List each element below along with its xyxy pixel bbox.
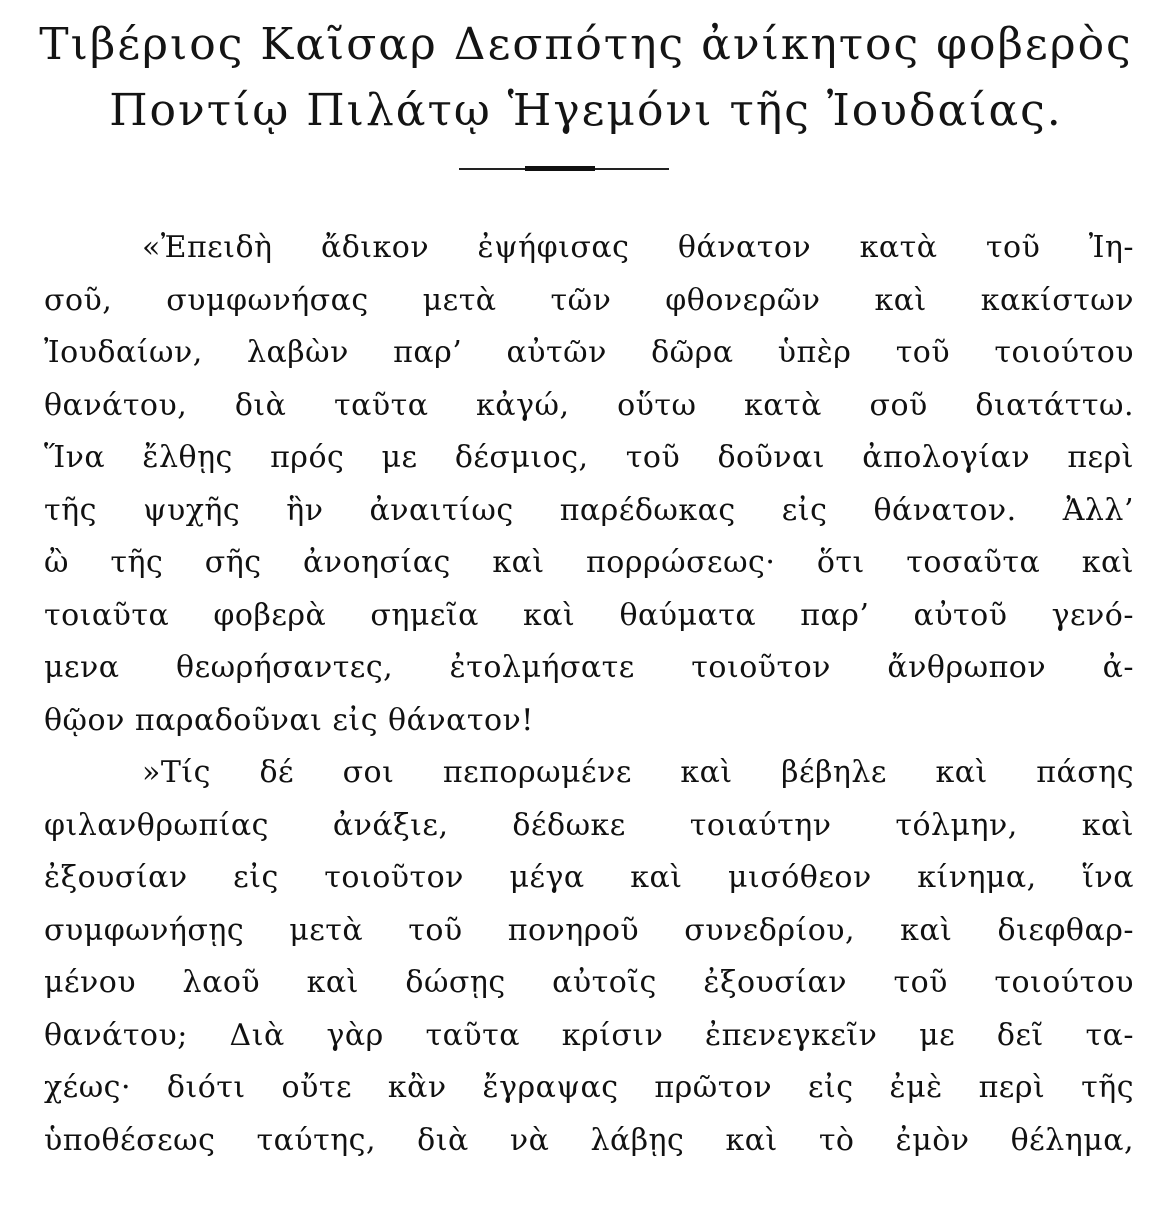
text-line: χέως· διότι οὔτε κἂν ἔγραψας πρῶτον εἰς ἐμὲ περὶ τῆς xyxy=(44,1070,1134,1105)
text-line: ὑποθέσεως ταύτης, διὰ νὰ λάβῃς καὶ τὸ ἐμὸν θέλημα, xyxy=(44,1122,1134,1158)
text-line: φιλανθρωπίας ἀνάξιε, δέδωκε τοιαύτην τόλμην, καὶ xyxy=(44,807,1134,843)
text-line: θανάτου, διὰ ταῦτα κἀγώ, οὕτω κατὰ σοῦ διατάττω. xyxy=(44,387,1134,423)
text-line: ἐξουσίαν εἰς τοιοῦτον μέγα καὶ μισόθεον κίνημα, ἵνα xyxy=(44,860,1134,895)
paragraph-1 xyxy=(44,222,1134,747)
text-line: μένου λαοῦ καὶ δώσῃς αὐτοῖς ἐξουσίαν τοῦ τοιούτου xyxy=(44,965,1134,1000)
text-line: τοιαῦτα φοβερὰ σημεῖα καὶ θαύματα παρ’ αὐτοῦ γενό- xyxy=(44,597,1134,633)
heading-line-2: Ποντίῳ Πιλάτῳ Ἡγεμόνι τῆς Ἰουδαίας. xyxy=(109,85,1063,136)
text-line: μενα θεωρήσαντες, ἐτολμήσατε τοιοῦτον ἄνθρωπον ἀ- xyxy=(44,650,1134,685)
text-line: »Τίς δέ σοι πεπορωμένε καὶ βέβηλε καὶ πάσης xyxy=(142,755,1134,790)
body-text xyxy=(44,222,1134,1167)
heading-line-1: Τιβέριος Καῖσαρ Δεσπότης ἀνίκητος φοβερὸς xyxy=(39,19,1133,70)
text-line: Ἵνα ἔλθῃς πρός με δέσμιος, τοῦ δοῦναι ἀπολογίαν περὶ xyxy=(44,440,1134,475)
paragraph-2 xyxy=(44,747,1134,1167)
text-line: συμφωνήσῃς μετὰ τοῦ πονηροῦ συνεδρίου, καὶ διεφθαρ- xyxy=(44,912,1134,948)
section-divider-center xyxy=(525,166,595,171)
text-line: τῆς ψυχῆς ἣν ἀναιτίως παρέδωκας εἰς θάνατον. Ἀλλ’ xyxy=(44,492,1134,528)
text-line: θῷον παραδοῦναι εἰς θάνατον! xyxy=(44,702,534,738)
document-heading xyxy=(0,12,1172,144)
text-line: ὢ τῆς σῆς ἀνοησίας καὶ πορρώσεως· ὅτι τοσαῦτα καὶ xyxy=(44,545,1134,580)
text-line: σοῦ, συμφωνήσας μετὰ τῶν φθονερῶν καὶ κακίστων xyxy=(44,282,1134,318)
text-line: θανάτου; Διὰ γὰρ ταῦτα κρίσιν ἐπενεγκεῖν με δεῖ τα- xyxy=(44,1017,1134,1053)
text-line: «Ἐπειδὴ ἄδικον ἐψήφισας θάνατον κατὰ τοῦ Ἰη- xyxy=(142,230,1134,265)
text-line: Ἰουδαίων, λαβὼν παρ’ αὐτῶν δῶρα ὑπὲρ τοῦ τοιούτου xyxy=(44,335,1134,370)
